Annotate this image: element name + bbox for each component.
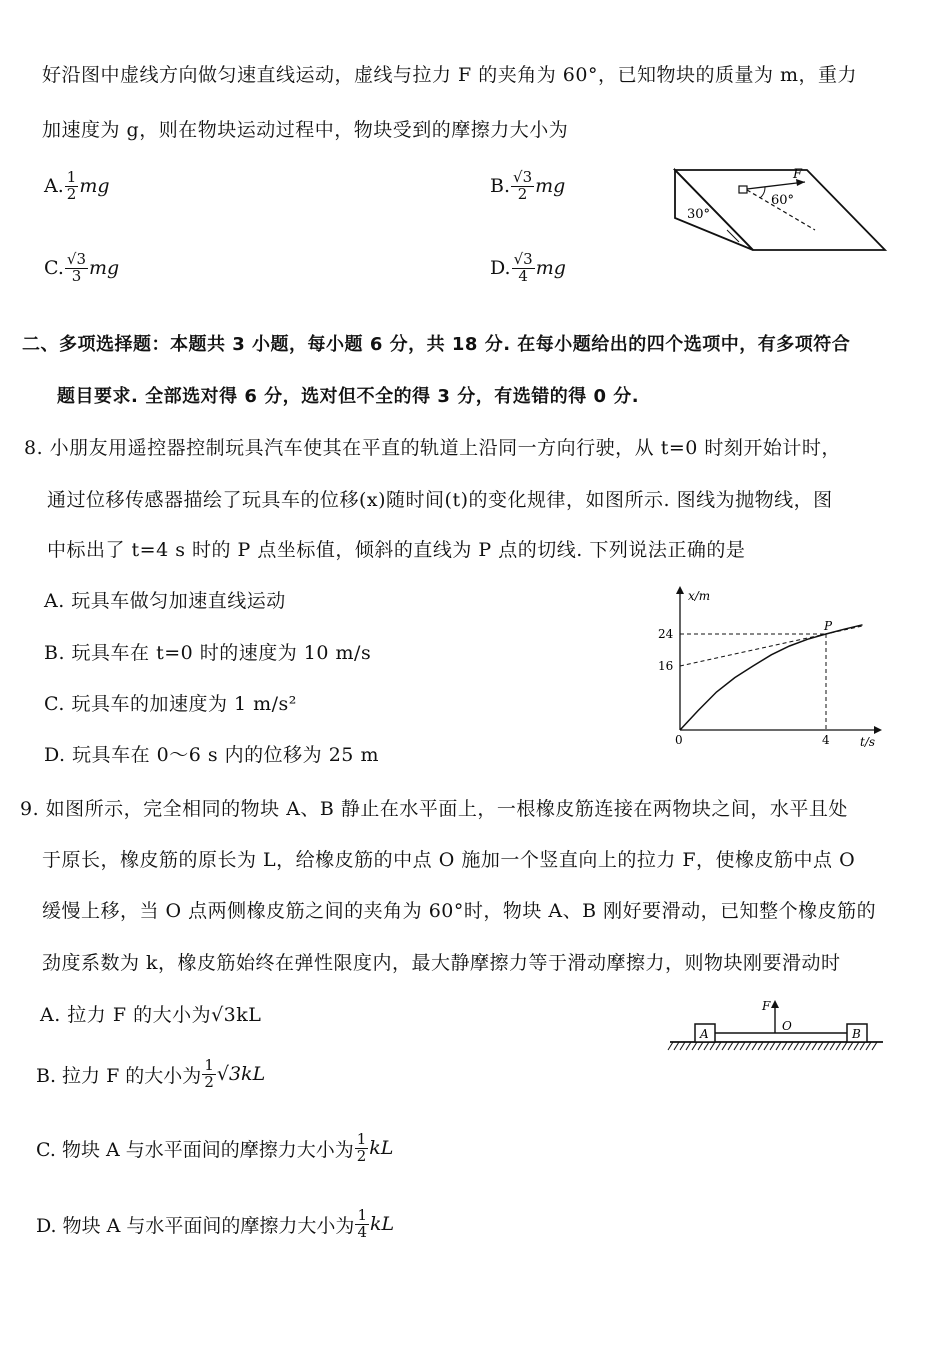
hatch-mark — [794, 1042, 799, 1050]
x-axis-arrow — [874, 726, 882, 734]
q7-option-a[interactable] — [44, 170, 110, 203]
hatch-mark — [812, 1042, 817, 1050]
hatch-mark — [674, 1042, 679, 1050]
q9-text-line4: 劲度系数为 k，橡皮筋始终在弹性限度内，最大静摩擦力等于滑动摩擦力，则物块刚要滑动时 — [42, 952, 841, 974]
hatch-mark — [782, 1042, 787, 1050]
hatch-mark — [680, 1042, 685, 1050]
q7-option-c[interactable] — [44, 252, 119, 285]
label-o: O — [782, 1019, 792, 1033]
q8-option-a[interactable]: A. 玩具车做匀加速直线运动 — [44, 590, 286, 612]
q8-text-line1: 8. 小朋友用遥控器控制玩具汽车使其在平直的轨道上沿同一方向行驶，从 t=0 时刻开始计时， — [24, 437, 841, 459]
block — [739, 186, 747, 193]
option-label: D. — [490, 257, 511, 280]
q9-text-line3: 缓慢上移，当 O 点两侧橡皮筋之间的夹角为 60°时，物块 A、B 刚好要滑动，已知整个橡皮筋的 — [42, 900, 877, 922]
q7-option-b[interactable] — [490, 170, 565, 203]
option-suffix: kL — [369, 1213, 395, 1236]
option-suffix: mg — [79, 175, 110, 198]
x-tick-label: 0 — [675, 733, 683, 747]
parabola-curve — [680, 625, 863, 730]
hatch-mark — [746, 1042, 751, 1050]
hatch-mark — [788, 1042, 793, 1050]
force-label: F — [793, 167, 803, 182]
hatch-mark — [668, 1042, 673, 1050]
hatch-mark — [758, 1042, 763, 1050]
section2-heading-line1: 二、多项选择题：本题共 3 小题，每小题 6 分，共 18 分. 在每小题给出的四个选项中，有多项符合 — [22, 334, 851, 355]
option-text: C. 物块 A 与水平面间的摩擦力大小为 — [36, 1138, 354, 1161]
fraction: $\frac{√3}{3}$ — [66, 250, 87, 285]
hatch-mark — [872, 1042, 877, 1050]
hatch-mark — [830, 1042, 835, 1050]
hatch-mark — [686, 1042, 691, 1050]
y-axis-label: x/m — [688, 589, 711, 603]
hatch-mark — [734, 1042, 739, 1050]
hatch-mark — [716, 1042, 721, 1050]
fraction: $\frac{1}{4}$ — [357, 1206, 367, 1241]
q7-text-line2: 加速度为 g，则在物块运动过程中，物块受到的摩擦力大小为 — [42, 119, 569, 141]
hatch-mark — [818, 1042, 823, 1050]
q8-option-c[interactable]: C. 玩具车的加速度为 1 m/s² — [44, 693, 297, 715]
option-text: D. 物块 A 与水平面间的摩擦力大小为 — [36, 1214, 355, 1237]
option-label: B. — [490, 175, 511, 198]
x-tick-label: 4 — [822, 733, 830, 747]
hatch-mark — [842, 1042, 847, 1050]
y-tick-label: 24 — [658, 627, 674, 641]
label-f: F — [762, 999, 771, 1013]
hatch-mark — [752, 1042, 757, 1050]
point-p-label: P — [824, 619, 833, 633]
angle-30-label: 30° — [687, 207, 711, 222]
hatch-mark — [692, 1042, 697, 1050]
q9-option-c[interactable] — [36, 1132, 393, 1165]
q9-text-line2: 于原长，橡皮筋的原长为 L，给橡皮筋的中点 O 施加一个竖直向上的拉力 F，使橡皮筋中点 O — [42, 849, 856, 871]
q8-text-line2: 通过位移传感器描绘了玩具车的位移(x)随时间(t)的变化规律，如图所示. 图线为抛物线，图 — [47, 489, 833, 511]
option-suffix: √3kL — [216, 1063, 266, 1086]
hatch-mark — [722, 1042, 727, 1050]
q8-text-line3: 中标出了 t=4 s 时的 P 点坐标值，倾斜的直线为 P 点的切线. 下列说法正确的是 — [47, 539, 746, 561]
option-suffix: mg — [535, 175, 566, 198]
hatch-mark — [806, 1042, 811, 1050]
option-suffix: mg — [535, 257, 566, 280]
hatch-mark — [854, 1042, 859, 1050]
y-axis-arrow — [676, 586, 684, 594]
fraction: $\frac{√3}{2}$ — [513, 168, 533, 203]
hatch-mark — [848, 1042, 853, 1050]
hatch-mark — [824, 1042, 829, 1050]
hatch-mark — [704, 1042, 709, 1050]
hatch-mark — [770, 1042, 775, 1050]
ground-hatch — [668, 1042, 877, 1050]
hatch-mark — [710, 1042, 715, 1050]
hatch-mark — [764, 1042, 769, 1050]
hatch-mark — [740, 1042, 745, 1050]
q7-text-line1: 好沿图中虚线方向做匀速直线运动，虚线与拉力 F 的夹角为 60°，已知物块的质量为 m，重力 — [42, 64, 858, 86]
fraction: $\frac{1}{2}$ — [356, 1130, 367, 1165]
incline-figure — [665, 160, 890, 260]
hatch-mark — [728, 1042, 733, 1050]
q9-option-d[interactable] — [36, 1208, 394, 1241]
q7-option-d[interactable] — [490, 252, 566, 285]
option-text: B. 拉力 F 的大小为 — [36, 1064, 202, 1087]
hatch-mark — [836, 1042, 841, 1050]
label-a: A — [700, 1027, 709, 1041]
angle-60-label: 60° — [771, 193, 795, 208]
q9-option-a[interactable]: A. 拉力 F 的大小为√3kL — [40, 1004, 262, 1026]
option-suffix: kL — [369, 1137, 394, 1160]
hatch-mark — [860, 1042, 865, 1050]
rubber-band-figure — [665, 990, 890, 1060]
xt-chart — [650, 580, 890, 750]
y-tick-label: 16 — [658, 659, 674, 673]
q8-option-d[interactable]: D. 玩具车在 0～6 s 内的位移为 25 m — [44, 744, 379, 766]
fraction: $\frac{1}{2}$ — [66, 168, 77, 203]
hatch-mark — [866, 1042, 871, 1050]
q8-option-b[interactable]: B. 玩具车在 t=0 时的速度为 10 m/s — [44, 642, 372, 664]
option-label: A. — [44, 175, 64, 198]
option-suffix: mg — [89, 257, 120, 280]
q9-text-line1: 9. 如图所示，完全相同的物块 A、B 静止在水平面上，一根橡皮筋连接在两物块之间，水平且处 — [20, 798, 848, 820]
label-b: B — [852, 1027, 861, 1041]
section2-heading-line2: 题目要求. 全部选对得 6 分，选对但不全的得 3 分，有选错的得 0 分. — [57, 386, 640, 407]
hatch-mark — [776, 1042, 781, 1050]
fraction: $\frac{√3}{4}$ — [513, 250, 533, 285]
hatch-mark — [698, 1042, 703, 1050]
q9-option-b[interactable] — [36, 1058, 265, 1091]
hatch-mark — [800, 1042, 805, 1050]
x-axis-label: t/s — [860, 735, 876, 749]
fraction: $\frac{1}{2}$ — [204, 1056, 214, 1091]
option-label: C. — [44, 257, 64, 280]
